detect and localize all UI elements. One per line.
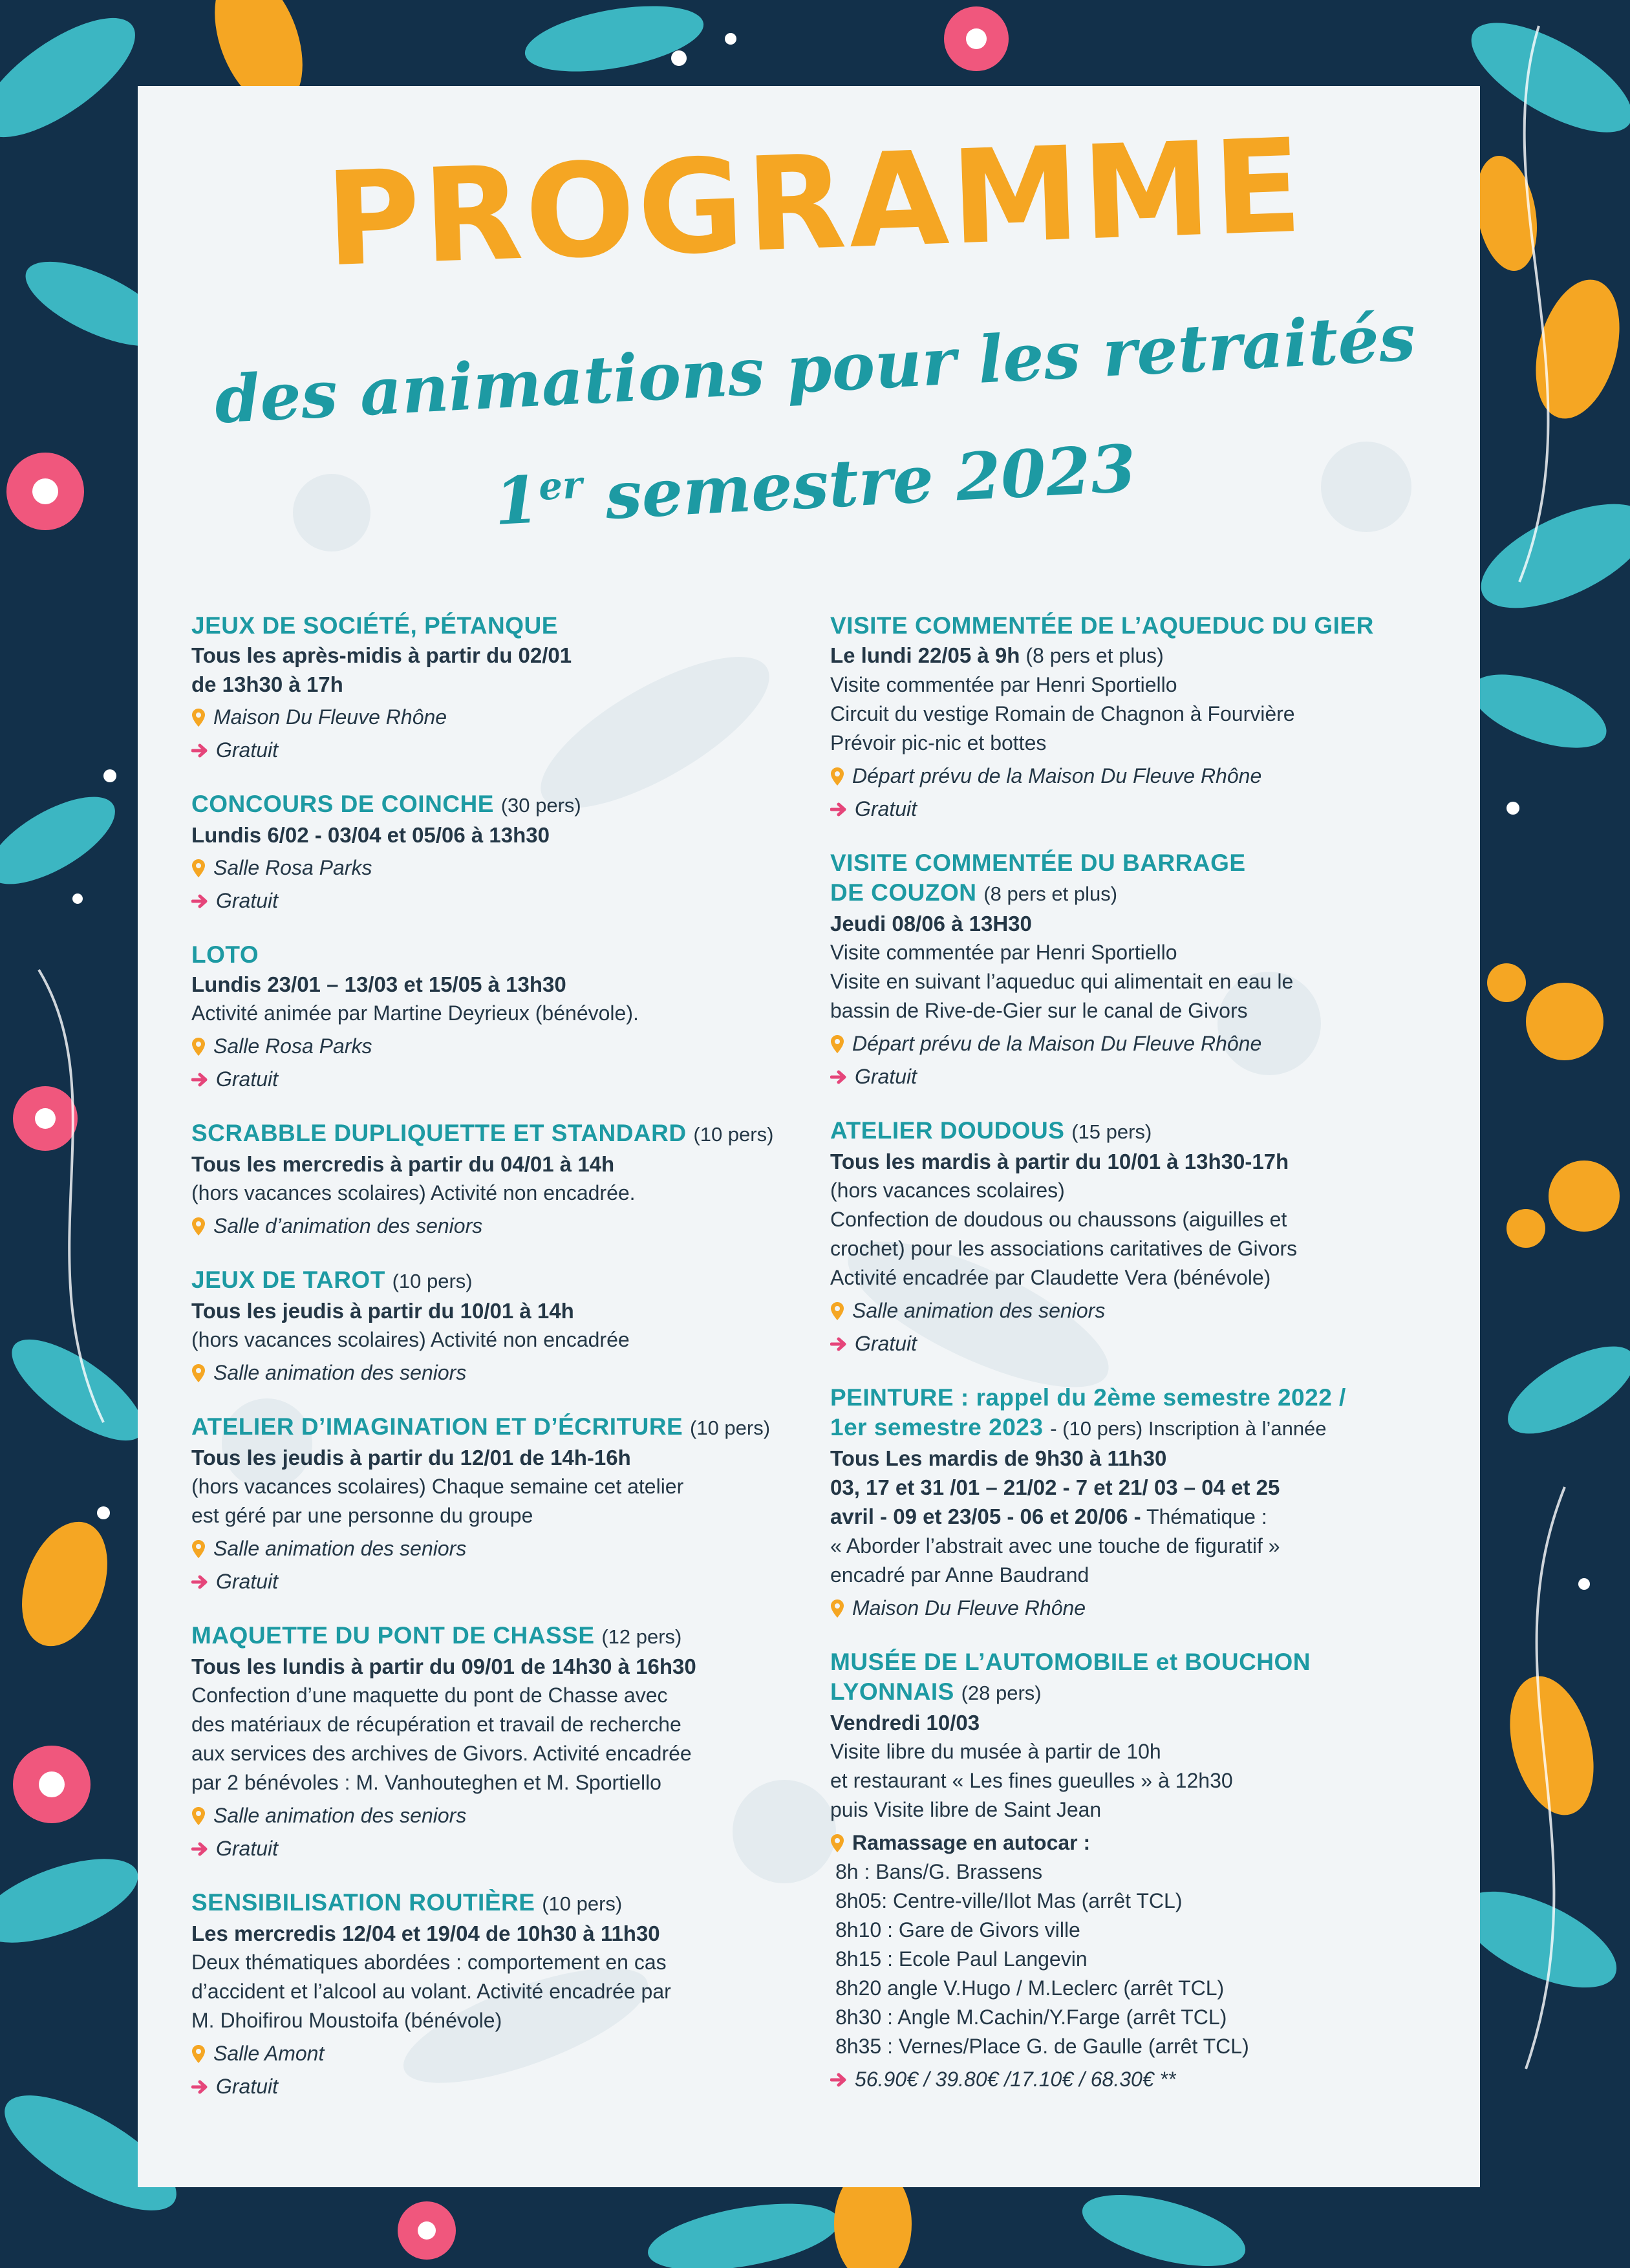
pickup-stop: 8h15 : Ecole Paul Langevin [835, 1947, 1088, 1971]
price-text: Gratuit [216, 1067, 279, 1091]
price-text: Gratuit [216, 889, 279, 912]
event-description: Visite libre du musée à partir de 10h [830, 1740, 1161, 1763]
location-text: Salle animation des seniors [852, 1299, 1106, 1322]
location-text: Salle Amont [213, 2042, 325, 2065]
arrow-right-icon [191, 1841, 208, 1857]
pickup-stop: 8h35 : Vernes/Place G. de Gaulle (arrêt TCL) [835, 2035, 1249, 2058]
event-date: Jeudi 08/06 à 13H30 [830, 912, 1032, 936]
location-text: Salle animation des seniors [213, 1361, 467, 1384]
event-description: (hors vacances scolaires) [830, 1179, 1065, 1202]
event-capacity: (10 pers) [690, 1417, 771, 1439]
event-date: Lundis 23/01 – 13/03 et 15/05 à 13h30 [191, 972, 566, 996]
pickup-stop: 8h30 : Angle M.Cachin/Y.Farge (arrêt TCL) [835, 2006, 1227, 2029]
event-date: de 13h30 à 17h [191, 672, 343, 696]
event-location [830, 1594, 1432, 1623]
event-atelier-ecriture [191, 1412, 812, 1596]
arrow-right-icon [191, 2079, 208, 2095]
event-capacity: (28 pers) [961, 1682, 1042, 1704]
event-description: est géré par une personne du groupe [191, 1504, 533, 1527]
event-capacity: - (10 pers) Inscription à l’année [1050, 1417, 1327, 1440]
event-barrage-couzon [830, 848, 1432, 1091]
event-description: Deux thématiques abordées : comportement en cas [191, 1951, 667, 1974]
event-capacity: (15 pers) [1071, 1120, 1152, 1143]
location-text: Départ prévu de la Maison Du Fleuve Rhône [852, 764, 1262, 787]
event-date-line [830, 641, 1432, 670]
map-pin-icon [830, 1599, 844, 1618]
map-pin-icon [830, 1301, 844, 1321]
semester-superscript: er [537, 462, 584, 509]
event-capacity: (30 pers) [500, 794, 581, 817]
event-price [191, 736, 812, 765]
map-pin-icon [830, 767, 844, 786]
event-date: Tous les après-midis à partir du 02/01 [191, 643, 572, 667]
map-pin-icon [191, 1364, 206, 1383]
event-description: encadré par Anne Baudrand [830, 1563, 1089, 1587]
event-date: Vendredi 10/03 [830, 1711, 980, 1735]
event-location [830, 1296, 1432, 1325]
event-capacity: (10 pers) [392, 1270, 473, 1292]
event-price [830, 1062, 1432, 1091]
event-price [191, 886, 812, 915]
event-date: Tous les jeudis à partir du 12/01 de 14h-16h [191, 1446, 631, 1470]
event-location [191, 1358, 812, 1387]
map-pin-icon [191, 1037, 206, 1056]
event-sensibilisation-routiere [191, 1888, 812, 2101]
event-date: Tous les mardis à partir du 10/01 à 13h30-17h [830, 1150, 1289, 1173]
event-title: VISITE COMMENTÉE DE L’AQUEDUC DU GIER [830, 612, 1374, 639]
event-location [830, 1029, 1432, 1058]
event-price [191, 1834, 812, 1863]
event-title-text: SCRABBLE DUPLIQUETTE ET STANDARD [191, 1120, 687, 1146]
event-location [191, 1801, 812, 1830]
event-description: crochet) pour les associations caritatives de Givors [830, 1237, 1298, 1260]
page-title: PROGRAMME [323, 111, 1307, 296]
price-text: Gratuit [855, 1332, 917, 1355]
pickup-stop: 8h : Bans/G. Brassens [835, 1860, 1043, 1883]
event-date: Les mercredis 12/04 et 19/04 de 10h30 à 11h30 [191, 1921, 660, 1945]
event-description: des matériaux de récupération et travail de recherche [191, 1713, 681, 1736]
event-title-text: MAQUETTE DU PONT DE CHASSE [191, 1622, 595, 1649]
event-description: (hors vacances scolaires) Activité non encadrée [191, 1328, 630, 1351]
location-text: Salle Rosa Parks [213, 1034, 372, 1058]
pickup-heading [830, 1828, 1432, 1857]
location-text: Départ prévu de la Maison Du Fleuve Rhône [852, 1032, 1262, 1055]
event-description: Activité animée par Martine Deyrieux (bénévole). [191, 1001, 639, 1025]
event-description: (hors vacances scolaires) Chaque semaine cet atelier [191, 1475, 684, 1498]
arrow-right-icon [191, 1574, 208, 1590]
event-description: aux services des archives de Givors. Activité encadrée [191, 1742, 692, 1765]
event-description: Thématique : [1146, 1505, 1267, 1528]
event-location [830, 762, 1432, 791]
event-description: (hors vacances scolaires) Activité non encadrée. [191, 1181, 636, 1204]
event-maquette [191, 1621, 812, 1863]
event-price [830, 795, 1432, 824]
event-title: LOTO [191, 941, 259, 968]
map-pin-icon [830, 1834, 844, 1853]
event-description: Prévoir pic-nic et bottes [830, 731, 1047, 754]
event-capacity: (10 pers) [542, 1892, 623, 1915]
event-title-text: SENSIBILISATION ROUTIÈRE [191, 1889, 535, 1916]
event-coinche [191, 789, 812, 915]
semester-text: semestre 2023 [603, 430, 1138, 534]
event-description: Confection d’une maquette du pont de Chasse avec [191, 1684, 668, 1707]
event-loto [191, 940, 812, 1094]
arrow-right-icon [830, 1336, 847, 1352]
price-text: Gratuit [855, 797, 917, 820]
event-date: Tous les jeudis à partir du 10/01 à 14h [191, 1299, 574, 1323]
event-price [830, 1329, 1432, 1358]
event-date-line [830, 1502, 1432, 1532]
event-title [191, 789, 812, 820]
event-atelier-doudous [830, 1116, 1432, 1358]
event-title [191, 1621, 812, 1652]
event-location [191, 853, 812, 883]
event-date: Le lundi 22/05 à 9h [830, 643, 1020, 667]
event-description: Activité encadrée par Claudette Vera (bénévole) [830, 1266, 1271, 1289]
pickup-title: Ramassage en autocar : [852, 1831, 1091, 1854]
event-title [191, 1265, 812, 1296]
event-date: 03, 17 et 31 /01 – 21/02 - 7 et 21/ 03 – 04 et 25 [830, 1475, 1280, 1499]
map-pin-icon [191, 859, 206, 878]
arrow-right-icon [191, 743, 208, 758]
event-title-text: ATELIER DOUDOUS [830, 1117, 1065, 1144]
event-price [191, 2072, 812, 2101]
event-tarot [191, 1265, 812, 1387]
price-text: 56.90€ / 39.80€ /17.10€ / 68.30€ ** [855, 2068, 1176, 2091]
event-location [191, 1212, 812, 1241]
event-scrabble [191, 1118, 812, 1241]
event-title-text: LYONNAIS [830, 1678, 954, 1705]
event-location [191, 2039, 812, 2068]
map-pin-icon [191, 708, 206, 727]
event-description: Visite commentée par Henri Sportiello [830, 673, 1177, 696]
event-price [830, 2065, 1432, 2094]
event-capacity: (12 pers) [601, 1625, 682, 1648]
event-location [191, 1534, 812, 1563]
semester-number: 1 [492, 461, 542, 540]
event-title: VISITE COMMENTÉE DU BARRAGE [830, 850, 1246, 876]
event-price [191, 1065, 812, 1094]
event-description: et restaurant « Les fines gueulles » à 12h30 [830, 1769, 1233, 1792]
event-aqueduc-gier [830, 611, 1432, 824]
event-capacity: (10 pers) [693, 1123, 774, 1146]
map-pin-icon [830, 1034, 844, 1054]
event-description: Visite commentée par Henri Sportiello [830, 941, 1177, 964]
map-pin-icon [191, 1539, 206, 1559]
event-musee-automobile [830, 1647, 1432, 2094]
event-title-text: DE COUZON [830, 879, 977, 906]
event-date: Tous Les mardis de 9h30 à 11h30 [830, 1446, 1167, 1470]
event-description: M. Dhoifirou Moustoifa (bénévole) [191, 2009, 502, 2032]
price-text: Gratuit [216, 738, 279, 762]
event-jeux-societe [191, 611, 812, 765]
event-location [191, 1032, 812, 1061]
map-pin-icon [191, 1806, 206, 1826]
event-price [191, 1567, 812, 1596]
event-date: Tous les lundis à partir du 09/01 de 14h30 à 16h30 [191, 1654, 696, 1678]
event-description: Confection de doudous ou chaussons (aiguilles et [830, 1208, 1287, 1231]
event-description: « Aborder l’abstrait avec une touche de figuratif » [830, 1534, 1280, 1557]
price-text: Gratuit [855, 1065, 917, 1088]
left-column [191, 611, 812, 2126]
event-title: MUSÉE DE L’AUTOMOBILE et BOUCHON [830, 1649, 1311, 1675]
event-date: Tous les mercredis à partir du 04/01 à 14h [191, 1152, 615, 1176]
arrow-right-icon [191, 893, 208, 909]
event-title-text: ATELIER D’IMAGINATION ET D’ÉCRITURE [191, 1413, 683, 1440]
arrow-right-icon [191, 1072, 208, 1087]
event-capacity: (8 pers et plus) [983, 883, 1118, 905]
event-title [191, 1118, 812, 1150]
event-description: par 2 bénévoles : M. Vanhouteghen et M. Sportiello [191, 1771, 661, 1794]
event-description: Visite en suivant l’aqueduc qui alimentait en eau le [830, 970, 1294, 993]
event-peinture [830, 1383, 1432, 1623]
arrow-right-icon [830, 1069, 847, 1085]
right-column [830, 611, 1432, 2119]
page-subtitle: des animations pour les retraités [213, 299, 1417, 438]
map-pin-icon [191, 2044, 206, 2064]
map-pin-icon [191, 1217, 206, 1236]
event-title [191, 1888, 812, 1919]
event-title: PEINTURE : rappel du 2ème semestre 2022 / [830, 1384, 1346, 1411]
event-description: d’accident et l’alcool au volant. Activité encadrée par [191, 1980, 671, 2003]
price-text: Gratuit [216, 2075, 279, 2098]
price-text: Gratuit [216, 1570, 279, 1593]
location-text: Maison Du Fleuve Rhône [852, 1596, 1086, 1620]
location-text: Salle Rosa Parks [213, 856, 372, 879]
event-description: puis Visite libre de Saint Jean [830, 1798, 1102, 1821]
event-title-text: 1er semestre 2023 [830, 1414, 1044, 1440]
event-title-text: JEUX DE TAROT [191, 1267, 385, 1293]
event-date: Lundis 6/02 - 03/04 et 05/06 à 13h30 [191, 823, 550, 847]
pickup-stop: 8h20 angle V.Hugo / M.Leclerc (arrêt TCL) [835, 1976, 1225, 2000]
event-title [830, 1413, 1432, 1444]
pickup-stop: 8h05: Centre-ville/Ilot Mas (arrêt TCL) [835, 1889, 1183, 1912]
price-text: Gratuit [216, 1837, 279, 1860]
event-title [830, 1116, 1432, 1147]
event-title [830, 878, 1432, 909]
event-title [830, 1677, 1432, 1708]
pickup-stop: 8h10 : Gare de Givors ville [835, 1918, 1080, 1942]
event-title [191, 1412, 812, 1443]
location-text: Salle animation des seniors [213, 1537, 467, 1560]
event-description: bassin de Rive-de-Gier sur le canal de Givors [830, 999, 1248, 1022]
event-location [191, 703, 812, 732]
event-title: JEUX DE SOCIÉTÉ, PÉTANQUE [191, 612, 558, 639]
arrow-right-icon [830, 802, 847, 817]
event-title-text: CONCOURS DE COINCHE [191, 791, 494, 817]
event-capacity: (8 pers et plus) [1025, 644, 1164, 667]
event-date: avril - 09 et 23/05 - 06 et 20/06 - [830, 1504, 1141, 1528]
location-text: Salle d’animation des seniors [213, 1214, 483, 1237]
location-text: Salle animation des seniors [213, 1804, 467, 1827]
event-description: Circuit du vestige Romain de Chagnon à Fourvière [830, 702, 1295, 725]
location-text: Maison Du Fleuve Rhône [213, 705, 447, 729]
arrow-right-icon [830, 2072, 847, 2088]
